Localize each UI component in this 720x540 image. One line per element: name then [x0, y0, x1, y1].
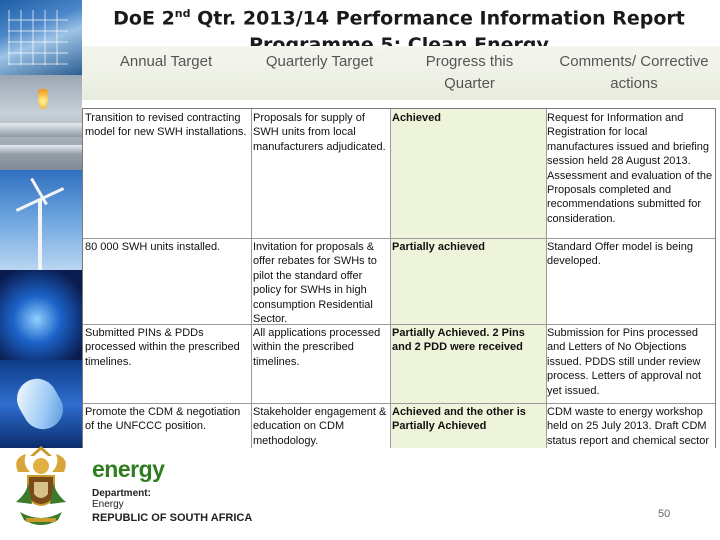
header-comments: Comments/ Corrective actions — [559, 53, 709, 92]
row2-quarterly-target: Invitation for proposals & offer rebates for SWHs to pilot the standard offer policy for SWHs in high consumption Residential Sector. — [253, 241, 377, 326]
row-divider — [83, 238, 715, 239]
row-divider — [83, 403, 715, 404]
energy-brand-logo: energy — [92, 456, 165, 482]
row1-annual-target: Transition to revised contracting model for new SWH installations. — [85, 112, 247, 139]
footer — [0, 448, 720, 540]
row-divider — [83, 324, 715, 325]
row3-annual-target: Submitted PINs & PDDs processed within the prescribed timelines. — [85, 327, 240, 368]
solar-panel-image — [0, 0, 82, 75]
performance-table — [82, 108, 716, 454]
coat-of-arms-icon — [8, 442, 74, 534]
wind-turbine-image — [0, 170, 82, 270]
gas-flame-image — [0, 270, 82, 360]
row4-annual-target: Promote the CDM & negotiation of the UNFCCC position. — [85, 406, 241, 433]
row4-quarterly-target: Stakeholder engagement & education on CDM methodology. — [253, 406, 387, 447]
column-divider — [390, 109, 391, 453]
row1-quarterly-target: Proposals for supply of SWH units from local manufacturers adjudicated. — [253, 112, 386, 153]
column-divider — [251, 109, 252, 453]
row2-progress: Partially achieved — [392, 241, 485, 253]
row2-annual-target: 80 000 SWH units installed. — [85, 241, 221, 253]
header-quarterly-target: Quarterly Target — [265, 53, 374, 70]
row3-progress: Partially Achieved. 2 Pins and 2 PDD were received — [392, 327, 525, 354]
energy-bulb-image — [0, 360, 82, 448]
country-label: REPUBLIC OF SOUTH AFRICA — [92, 512, 253, 524]
decorative-photo-strip — [0, 0, 82, 448]
page-title: DoE 2nd Qtr. 2013/14 Performance Information Report — [100, 0, 698, 59]
row1-progress: Achieved — [392, 112, 441, 124]
gas-pipeline-image — [0, 75, 82, 170]
header-progress: Progress this Quarter — [425, 53, 514, 92]
row4-progress: Achieved and the other is Partially Achieved — [392, 406, 526, 433]
row3-quarterly-target: All applications processed within the prescribed timelines. — [253, 327, 381, 368]
header-annual-target: Annual Target — [119, 53, 213, 70]
row2-comments: Standard Offer model is being developed. — [547, 241, 693, 268]
department-label: Department: Energy — [92, 488, 151, 510]
page-number: 50 — [658, 508, 671, 520]
row3-comments: Submission for Pins processed and Letters of No Objections issued. PDDS still under review process. Letters of approval not yet issued. — [547, 327, 702, 397]
row1-comments: Request for Information and Registration for local manufactures issued and briefing session held 28 August 2013. Assessment and evaluation of the Proposals completed and recommendations submitted for consideration. — [547, 112, 713, 225]
table-header — [82, 46, 720, 100]
row4-comments: CDM waste to energy workshop held on 25 July 2013. Draft CDM status report and chemical sector — [547, 406, 710, 447]
